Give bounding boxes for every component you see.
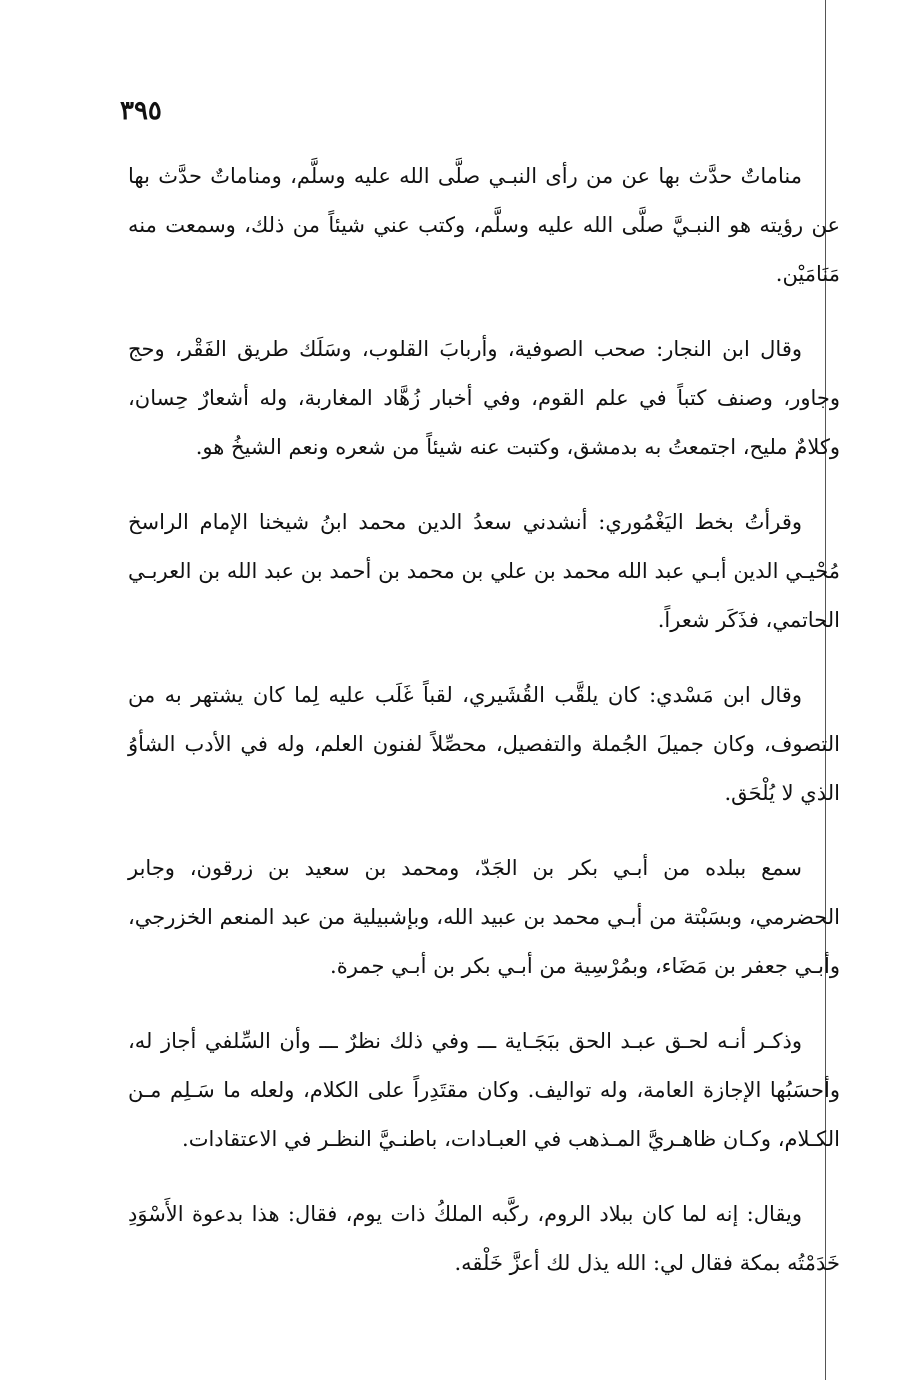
paragraph-yaghmuri: وقرأتُ بخط اليَغْمُوري: أنشدني سعدُ الدين محمد ابنُ شيخنا الإمام الراسخ مُحْيـي الدين أبـي عبد الله محمد بن علي بن محمد بن أحمد بن عبد الله بن العربـي الحاتمي، فذَكَر شعراً. (128, 510, 840, 632)
paragraph-dreams: مناماتٌ حدَّث بها عن من رأى النبـي صلَّى الله عليه وسلَّم، ومناماتٌ حدَّث بها عن رؤيته هو النبـيَّ صلَّى الله عليه وسلَّم، وكتب عني شيئاً من ذلك، وسمعت منه مَنَامَيْن. (128, 164, 840, 286)
paragraph-ijaza: وذكـر أنـه لحـق عبـد الحق ببَجَـاية ـــ وفي ذلك نظرٌ ـــ وأن السِّلفي أجاز له، وأحسَبُها الإجازة العامة، وله تواليف. وكان مقتَدِراً على الكلام، ولعله ما سَـلِم مـن الكـلام، وكـان ظاهـريَّ المـذهب في العبـادات، باطنـيَّ النظـر في الاعتقادات. (128, 1029, 840, 1151)
paragraph-ibn-najjar: وقال ابن النجار: صحب الصوفية، وأربابَ القلوب، وسَلَك طريق الفَقْر، وحج وجاور، وصنف كتباً في علم القوم، وفي أخبار زُهَّاد المغاربة، وله أشعارٌ حِسان، وكلامٌ مليح، اجتمعتُ به بدمشق، وكتبت عنه شيئاً من شعره ونعم الشيخُ هو. (128, 337, 840, 459)
paragraph-teachers: سمع ببلده من أبـي بكر بن الجَدّ، ومحمد بن سعيد بن زرقون، وجابر الحضرمي، وبسَبْتة من أبـي محمد بن عبيد الله، وبإشبيلية من عبد المنعم الخزرجي، وأبـي جعفر بن مَضَاء، وبمُرْسِية من أبـي بكر بن أبـي جمرة. (128, 856, 840, 978)
page-number: ٣٩٥ (120, 96, 162, 126)
paragraph-ibn-masdi: وقال ابن مَسْدي: كان يلقَّب القُشَيري، لقباً غَلَب عليه لِما كان يشتهر به من التصوف، وكان جميلَ الجُملة والتفصيل، محصِّلاً لفنون العلم، وله في الأدب الشأوُ الذي لا يُلْحَق. (128, 683, 840, 805)
paragraph-bilad-rum: ويقال: إنه لما كان ببلاد الروم، ركَّبه الملكُ ذات يوم، فقال: هذا بدعوة الأَسْوَدِ خَدَمْتُه بمكة فقال لي: الله يذل لك أعزَّ خَلْقه. (128, 1202, 840, 1275)
body-text (128, 152, 840, 1314)
